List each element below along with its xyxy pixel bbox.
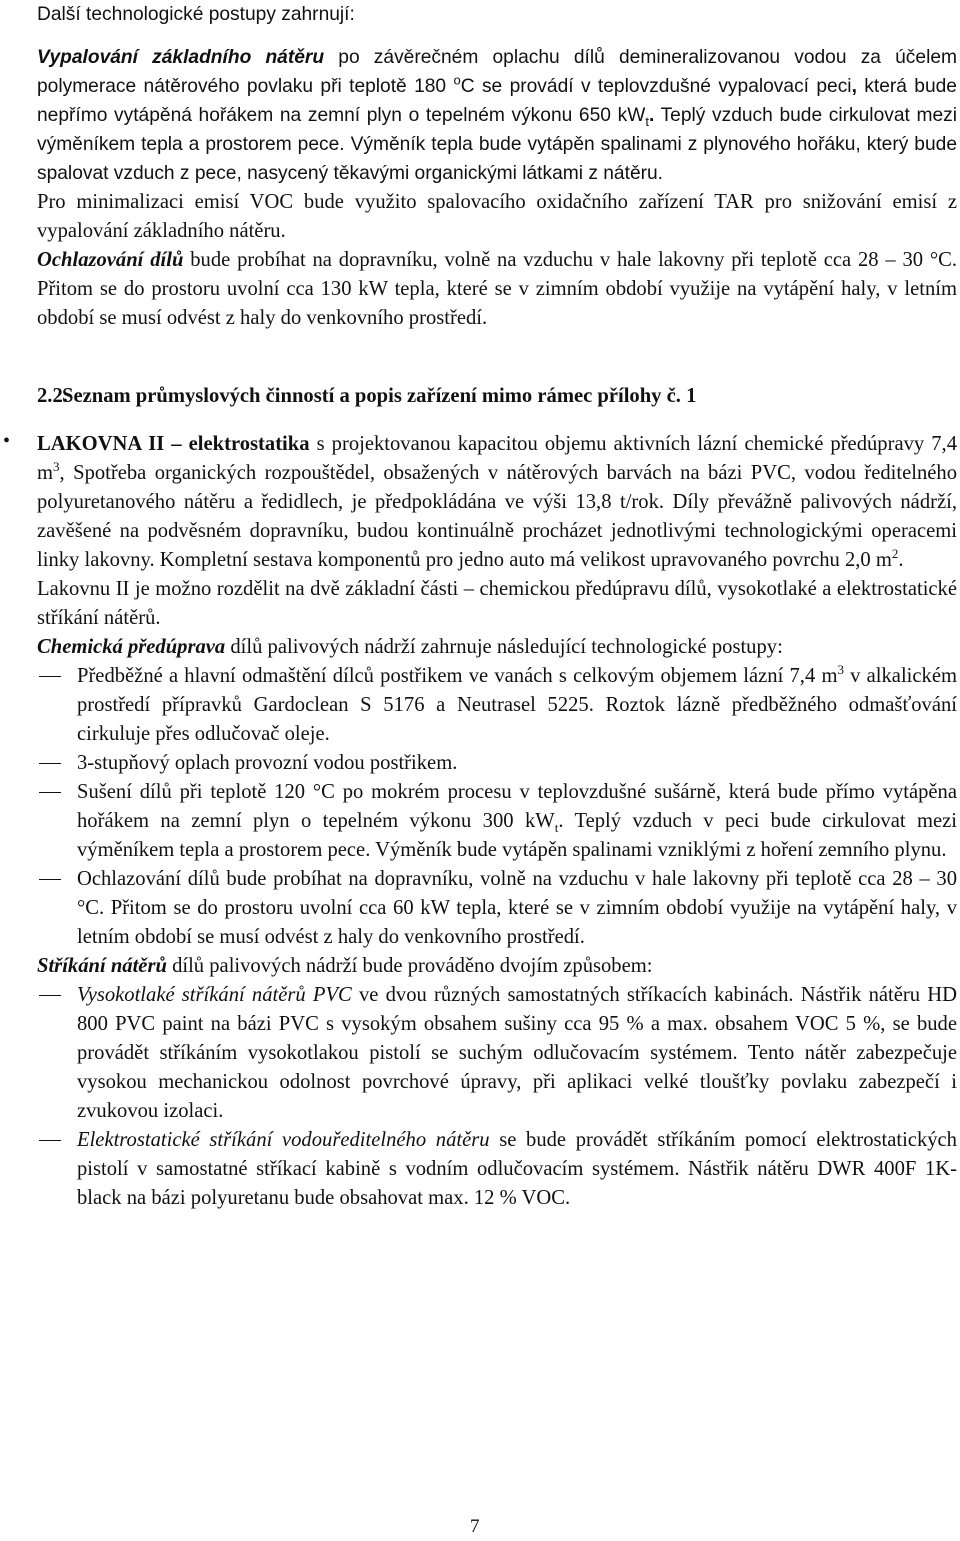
bullet-lead: LAKOVNA II – elektrostatika [37, 433, 310, 455]
superscript: o [453, 72, 461, 88]
paragraph-vypalovani [37, 43, 957, 188]
bullet-text [37, 430, 957, 575]
paragraph-ochlazovani [37, 246, 957, 333]
list-item [37, 981, 957, 1126]
paragraph-text: . [898, 549, 904, 571]
section-title: Seznam průmyslových činností a popis zařízení mimo rámec přílohy č. 1 [62, 385, 697, 407]
dash-icon [39, 995, 61, 996]
list-item [37, 1126, 957, 1213]
superscript: 2 [891, 546, 899, 562]
paragraph-text: – [885, 249, 896, 271]
list-item-text: Ochlazování dílů bude probíhat na dopravníku, volně na vzduchu v hale lakovny při teplotě cca 28 – 30 °C. Přitom se do prostoru uvolní cca 60 kW tepla, které se v zimním období využije na vytápění haly, v letním období se musí odvést z haly do venkovního prostředí. [77, 868, 957, 948]
dash-icon [39, 879, 61, 880]
section-heading [37, 385, 957, 408]
document-page [3, 0, 958, 1213]
intro-text: Další technologické postupy zahrnují: [37, 4, 355, 25]
paragraph-text: C se provádí v teplovzdušné vypalovací peci [460, 76, 852, 97]
paragraph-lead: Chemická předúprava [37, 636, 226, 658]
page-number: 7 [470, 1516, 480, 1537]
superscript: 3 [53, 459, 60, 475]
list-item-text: ve dvou různých samostatných stříkacích kabinách. Nástřik nátěru HD 800 PVC paint na bázi PVC s vysokým obsahem sušiny cca 95 % a max. obsahem VOC 5 %, se bude provádět stříkáním vysokotlakou pistolí se suchým odlučovacím systémem. Tento nátěr zabezpečuje vysokou mechanickou odolnost povrchové úpravy, při aplikaci velké tloušťky povlaku zabezpečí i zvukovou izolaci. [77, 984, 957, 1122]
paragraph-voc: Pro minimalizaci emisí VOC bude využito spalovacího oxidačního zařízení TAR pro snižování emisí z vypalování základního nátěru. [37, 191, 957, 242]
superscript: 3 [837, 662, 844, 678]
list-item [37, 865, 957, 952]
paragraph-text: Teplý vzduch bude cirkulovat mezi výměníkem tepla a prostorem pece. Výměník tepla bude vytápěn spalinami z plynového hořáku, který bude spalovat vzduch z pece, nasycený těkavými organickými látkami z nátěru. [37, 105, 957, 184]
subscript: t [645, 113, 649, 129]
bullet-icon: • [3, 430, 11, 452]
paragraph-lead: Stříkání nátěrů [37, 955, 167, 977]
paragraph-text: dílů palivových nádrží bude prováděno dvojím způsobem: [166, 955, 653, 977]
chem-list [37, 662, 957, 952]
dash-icon [39, 792, 61, 793]
list-item [37, 662, 957, 749]
subscript: t [554, 820, 559, 836]
paragraph-text: po závěrečném oplachu dílů demineralizovanou vodou za účelem polymerace nátěrového povlaku při teplotě 180 [37, 47, 957, 97]
list-item-text: se bude provádět stříkáním pomocí elektrostatických pistolí v samostatné stříkací kabině s vodním odlučovacím systémem. Nástřik nátěru DWR 400F 1K- black na bázi polyuretanu bude obsahovat max. 12 % VOC. [77, 1129, 957, 1209]
paragraph-text: Přitom se do prostoru uvolní cca 130 kW tepla, které se v zimním období využije na vytápění haly, v letním období se musí odvést z haly do venkovního prostředí. [37, 278, 957, 329]
list-item-text: v alkalickém prostředí přípravků Gardoclean S 5176 a Neutrasel 5225. Roztok lázně předběžného odmašťování cirkuluje přes odlučovač oleje. [77, 665, 957, 745]
bullet-item [3, 430, 957, 575]
paragraph-lakovna: Lakovnu II je možno rozdělit na dvě základní části – chemickou předúpravu dílů, vysokotlaké a elektrostatické stříkání nátěrů. [37, 578, 957, 629]
paragraph-strikani [37, 952, 957, 981]
list-item [37, 749, 957, 778]
dash-icon [39, 1140, 61, 1141]
paragraph-text: která bude nepřímo vytápěná hořákem na zemní plyn o tepelném výkonu 650 kW [37, 76, 957, 126]
paragraph-text: s projektovanou kapacitou objemu aktivních lázní chemické předúpravy 7,4 m [37, 433, 957, 484]
paragraph-text: . [648, 105, 655, 126]
paragraph-text: bude probíhat na dopravníku, volně na vzduchu v hale lakovny při teplotě cca 28 [183, 249, 886, 271]
list-item-text: . Teplý vzduch v peci bude cirkulovat mezi výměníkem tepla a prostorem pece. Výměník bude vytápěn spalinami vzniklými z hoření zemního plynu. [77, 810, 957, 861]
paragraph-text: dílů palivových nádrží zahrnuje následující technologické postupy: [225, 636, 783, 658]
list-item-text: Sušení dílů při teplotě 120 °C po mokrém procesu v teplovzdušné sušárně, která bude přímo vytápěna hořákem na zemní plyn o tepelném výkonu 300 kW [77, 781, 957, 832]
dash-icon [39, 676, 61, 677]
paragraph-lead: Ochlazování dílů [37, 249, 184, 271]
section-number: 2.2. [37, 385, 68, 407]
paragraph-text: 30 °C. [895, 249, 958, 271]
paragraph-lead: Vypalování základního nátěru [37, 47, 325, 68]
list-item [37, 778, 957, 865]
list-item-text: Předběžné a hlavní odmaštění dílců postřikem ve vanách s celkovým objemem lázní 7,4 m [77, 665, 838, 687]
list-item-text: 3-stupňový oplach provozní vodou postřikem. [77, 752, 458, 774]
dash-icon [39, 763, 61, 764]
paragraph-chemicka [37, 633, 957, 662]
spray-list [37, 981, 957, 1213]
list-item-lead: Vysokotlaké stříkání nátěrů PVC [77, 984, 352, 1006]
paragraph-text: , [851, 76, 857, 97]
paragraph-text: , Spotřeba organických rozpouštědel, obsažených v nátěrových barvách na bázi PVC, vodou ředitelného polyuretanového nátěru a ředidlech, je předpokládána ve výši 13,8 t/rok. Díly převážně palivových nádrží, zavěšené na podvěsném dopravníku, budou kontinuálně procházet jednotlivými technologickými operacemi linky lakovny. Kompletní sestava komponentů pro jedno auto má velikost upravovaného povrchu 2,0 m [37, 462, 957, 571]
list-item-lead: Elektrostatické stříkání vodouředitelného nátěru [77, 1129, 490, 1151]
